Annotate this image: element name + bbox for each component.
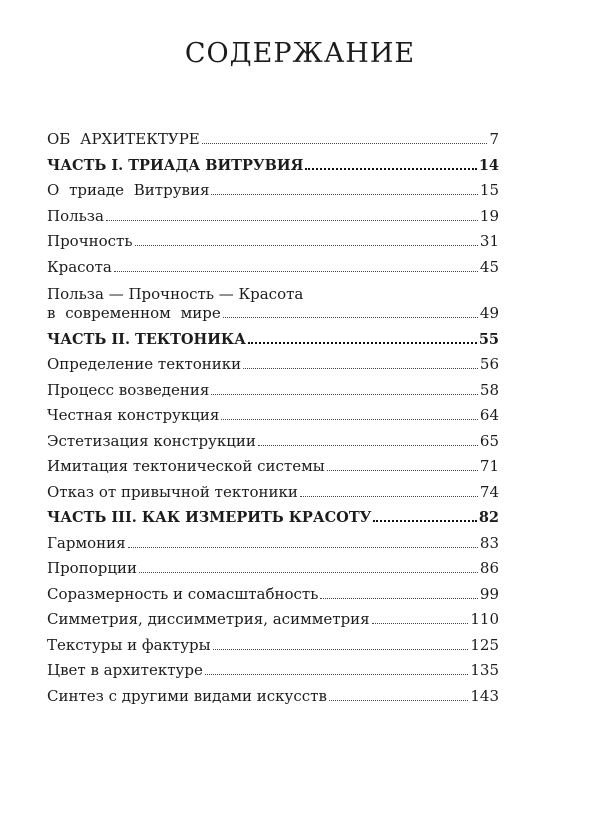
toc-entry-label: ЧАСТЬ II. ТЕКТОНИКА xyxy=(47,330,246,348)
toc-entry-label: Отказ от привычной тектоники xyxy=(47,482,298,501)
toc-entry-label: Определение тектоники xyxy=(47,355,242,373)
dot-leader xyxy=(139,572,478,573)
toc-entry-page: 31 xyxy=(479,232,499,250)
toc-entry xyxy=(47,458,499,475)
toc-entry xyxy=(47,182,499,199)
dot-leader xyxy=(221,419,478,420)
toc-entry-label: Красота xyxy=(47,257,112,276)
toc-entry-page: 74 xyxy=(479,482,499,501)
dot-leader xyxy=(320,598,478,599)
dot-leader xyxy=(258,445,478,446)
toc-entry xyxy=(47,586,499,603)
toc-entry-page: 82 xyxy=(478,509,499,526)
toc-entry-label: Симметрия, диссимметрия, асимметрия xyxy=(47,610,370,628)
toc-entry xyxy=(47,688,499,705)
dot-leader xyxy=(305,168,476,170)
dot-leader xyxy=(202,143,488,144)
dot-leader xyxy=(223,317,478,318)
toc-entry-label: Процесс возведения xyxy=(47,380,210,399)
toc-entry-page: 7 xyxy=(489,130,499,148)
toc-entry xyxy=(47,611,499,628)
toc-entry xyxy=(47,484,499,501)
toc-entry-label-line1: Польза — Прочность — Красота xyxy=(47,285,304,303)
toc-entry-label: ЧАСТЬ I. ТРИАДА ВИТРУВИЯ xyxy=(47,156,304,174)
toc-entry-label: Пропорции xyxy=(47,559,137,577)
toc-entry-page: 64 xyxy=(479,406,499,424)
dot-leader xyxy=(211,194,477,195)
toc-entry-label: ЧАСТЬ III. КАК ИЗМЕРИТЬ КРАСОТУ xyxy=(47,509,372,526)
toc-entry-page: 15 xyxy=(479,181,499,199)
toc-entry-page: 65 xyxy=(479,431,499,450)
toc-entry-multiline xyxy=(47,284,499,322)
toc-title: СОДЕРЖАНИЕ xyxy=(184,38,416,69)
toc-entry-page: 71 xyxy=(479,457,499,475)
dot-leader xyxy=(211,394,478,395)
toc-entry-page: 56 xyxy=(479,355,499,373)
toc-entry xyxy=(47,407,499,424)
toc-entry-label: ОБ АРХИТЕКТУРЕ xyxy=(47,130,200,148)
toc-entry-label: Прочность xyxy=(47,232,133,250)
dot-leader xyxy=(372,623,469,624)
dot-leader xyxy=(300,496,478,497)
toc-entry xyxy=(47,259,499,276)
toc-part-entry xyxy=(47,509,499,526)
dot-leader xyxy=(329,700,468,701)
toc-entry-page: 99 xyxy=(479,584,499,603)
toc-entry-page: 45 xyxy=(479,257,499,276)
toc-entry xyxy=(47,560,499,577)
toc-part-entry xyxy=(47,157,499,174)
dot-leader xyxy=(248,342,477,344)
toc-entry-page: 143 xyxy=(470,686,499,705)
toc-entry-page: 135 xyxy=(470,661,499,679)
toc-entry xyxy=(47,356,499,373)
toc-entry-label: О триаде Витрувия xyxy=(47,181,210,199)
toc-entry-page: 86 xyxy=(479,559,499,577)
toc-entry-label: Гармония xyxy=(47,533,126,552)
toc-entry-page: 125 xyxy=(470,635,499,654)
table-of-contents xyxy=(47,131,499,713)
toc-entry-page: 14 xyxy=(478,156,499,174)
toc-entry-page: 58 xyxy=(479,380,499,399)
toc-entry-page: 83 xyxy=(479,533,499,552)
toc-entry xyxy=(47,662,499,679)
toc-entry-page: 49 xyxy=(479,304,499,322)
toc-entry xyxy=(47,637,499,654)
toc-entry-label: Эстетизация конструкции xyxy=(47,431,256,450)
toc-entry xyxy=(47,433,499,450)
dot-leader xyxy=(205,674,469,675)
dot-leader xyxy=(128,547,478,548)
toc-entry-label: Текстуры и фактуры xyxy=(47,635,211,654)
toc-entry-label: Честная конструкция xyxy=(47,406,220,424)
toc-entry xyxy=(47,535,499,552)
toc-entry-label: Цвет в архитектуре xyxy=(47,661,203,679)
toc-entry xyxy=(47,382,499,399)
dot-leader xyxy=(373,520,476,522)
toc-entry-page: 55 xyxy=(478,330,499,348)
toc-part-entry xyxy=(47,331,499,348)
toc-entry-page: 19 xyxy=(479,206,499,225)
dot-leader xyxy=(213,649,469,650)
toc-entry-label: Польза xyxy=(47,206,104,225)
toc-entry-label: Имитация тектонической системы xyxy=(47,457,325,475)
dot-leader xyxy=(327,470,478,471)
toc-entry-label: Соразмерность и сомасштабность xyxy=(47,584,319,603)
toc-entry-label-line2: в современном мире xyxy=(47,304,221,322)
toc-entry-page: 110 xyxy=(470,610,499,628)
toc-entry xyxy=(47,208,499,225)
toc-entry xyxy=(47,233,499,250)
dot-leader xyxy=(114,271,478,272)
dot-leader xyxy=(135,245,478,246)
toc-entry-label: Синтез с другими видами искусств xyxy=(47,686,327,705)
dot-leader xyxy=(243,368,478,369)
dot-leader xyxy=(106,220,478,221)
toc-entry xyxy=(47,131,499,148)
